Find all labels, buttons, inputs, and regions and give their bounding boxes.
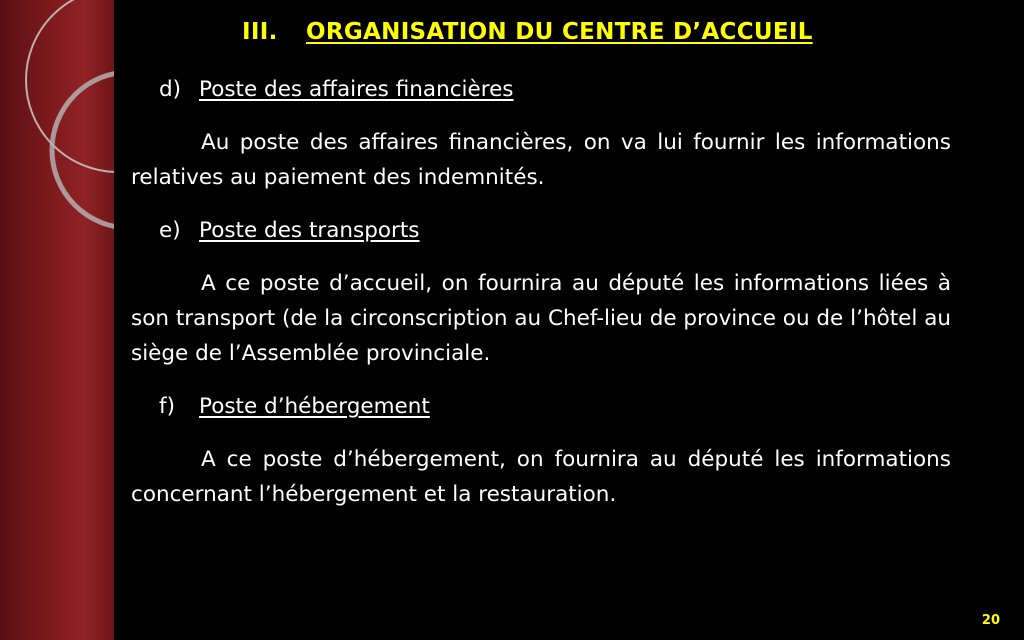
section-heading-text: Poste des affaires financières: [199, 77, 514, 102]
decorative-side-panel: [0, 0, 114, 640]
section-paragraph-e: A ce poste d’accueil, on fournira au député les informations liées à son transport (de la circonscription au Chef-lieu de province ou de l’hôtel au siège de l’Assemblée provinciale.: [131, 271, 951, 366]
title-number: III.: [242, 19, 278, 45]
slide-content: [131, 72, 951, 530]
section-paragraph-d: Au poste des affaires financières, on va lui fournir les informations relatives au paiement des indemnités.: [131, 130, 951, 190]
section-paragraph-f: A ce poste d’hébergement, on fournira au député les informations concernant l’hébergement et la restauration.: [131, 447, 951, 507]
page-number: 20: [981, 613, 1000, 628]
title-text: ORGANISATION DU CENTRE D’ACCUEIL: [306, 19, 813, 45]
decorative-arcs-icon: [0, 0, 114, 640]
section-letter: d): [159, 77, 182, 102]
section-heading-text: Poste d’hébergement: [199, 394, 430, 419]
section-heading-d: [131, 72, 951, 107]
section-letter: f): [159, 394, 175, 419]
section-heading-e: [131, 213, 951, 248]
section-heading-f: [131, 389, 951, 424]
slide-title: [242, 14, 813, 50]
section-heading-text: Poste des transports: [199, 218, 420, 243]
section-letter: e): [159, 218, 181, 243]
